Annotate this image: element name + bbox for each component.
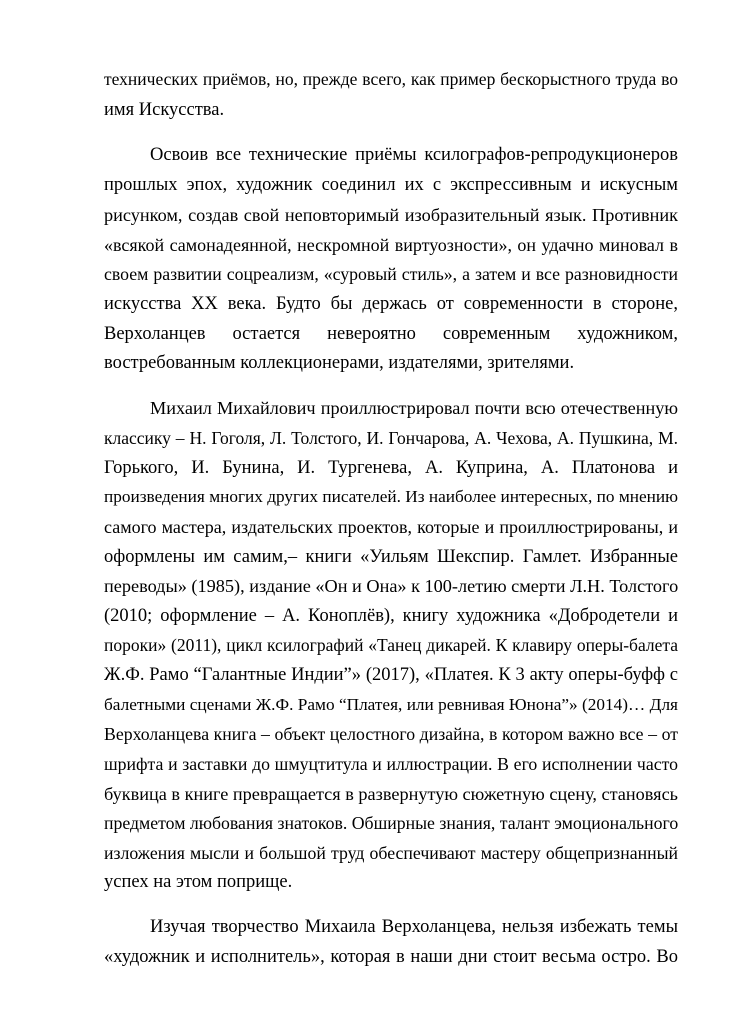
- text-line: шрифта и заставки до шмуцтитула и иллюстрации. В его исполнении часто: [104, 754, 678, 774]
- text-line: Изучая творчество Михаила Верхоланцева, нельзя избежать темы: [150, 917, 678, 937]
- text-line: Михаил Михайлович проиллюстрировал почти всю отечественную: [150, 398, 678, 418]
- text-line: Ж.Ф. Рамо “Галантные Индии”» (2017), «Платея. К 3 акту оперы-буфф с: [104, 665, 678, 685]
- text-line: Освоив все технические приёмы ксилографов-репродукционеров: [150, 145, 678, 165]
- text-line: буквица в книге превращается в развернутую сюжетную сцену, становясь: [104, 784, 678, 804]
- text-line: Верхоланцев остается невероятно современным художником,: [104, 324, 678, 344]
- text-line: «художник и исполнитель», которая в наши дни стоит весьма остро. Во: [104, 947, 678, 967]
- text-line: технических приёмов, но, прежде всего, как пример бескорыстного труда во: [104, 69, 678, 89]
- text-line: имя Искусства.: [104, 100, 225, 120]
- text-line: прошлых эпох, художник соединил их с экспрессивным и искусным: [104, 175, 678, 195]
- text-line: классику – Н. Гоголя, Л. Толстого, И. Гончарова, А. Чехова, А. Пушкина, М.: [104, 428, 678, 448]
- text-line: предметом любования знатоков. Обширные знания, талант эмоционального: [104, 813, 679, 833]
- text-line: переводы» (1985), издание «Он и Она» к 100-летию смерти Л.Н. Толстого: [104, 576, 679, 596]
- text-line: Верхоланцева книга – объект целостного дизайна, в котором важно все – от: [104, 724, 678, 744]
- text-line: искусства XX века. Будто бы держась от современности в стороне,: [104, 294, 678, 314]
- text-line: своем развитии соцреализм, «суровый стиль», а затем и все разновидности: [104, 264, 678, 284]
- text-line: изложения мысли и большой труд обеспечивают мастеру общепризнанный: [104, 843, 678, 863]
- text-line: самого мастера, издательских проектов, которые и проиллюстрированы, и: [104, 517, 678, 537]
- text-line: успех на этом поприще.: [104, 872, 293, 892]
- text-line: произведения многих других писателей. Из наиболее интересных, по мнению: [104, 487, 678, 506]
- text-line: (2010; оформление – А. Коноплёв), книгу художника «Добродетели и: [104, 606, 678, 626]
- text-line: востребованным коллекционерами, издателями, зрителями.: [104, 353, 575, 373]
- text-line: рисунком, создав свой неповторимый изобразительный язык. Противник: [104, 205, 678, 225]
- text-line: «всякой самонадеянной, нескромной виртуозности», он удачно миновал в: [104, 235, 678, 255]
- text-line: пороки» (2011), цикл ксилографий «Танец дикарей. К клавиру оперы-балета: [104, 635, 678, 655]
- text-line: балетными сценами Ж.Ф. Рамо “Платея, или ревнивая Юнона”» (2014)… Для: [104, 695, 678, 714]
- text-line: оформлены им самим,– книги «Уильям Шекспир. Гамлет. Избранные: [104, 547, 678, 567]
- text-line: Горького, И. Бунина, И. Тургенева, А. Куприна, А. Платонова и: [104, 458, 678, 478]
